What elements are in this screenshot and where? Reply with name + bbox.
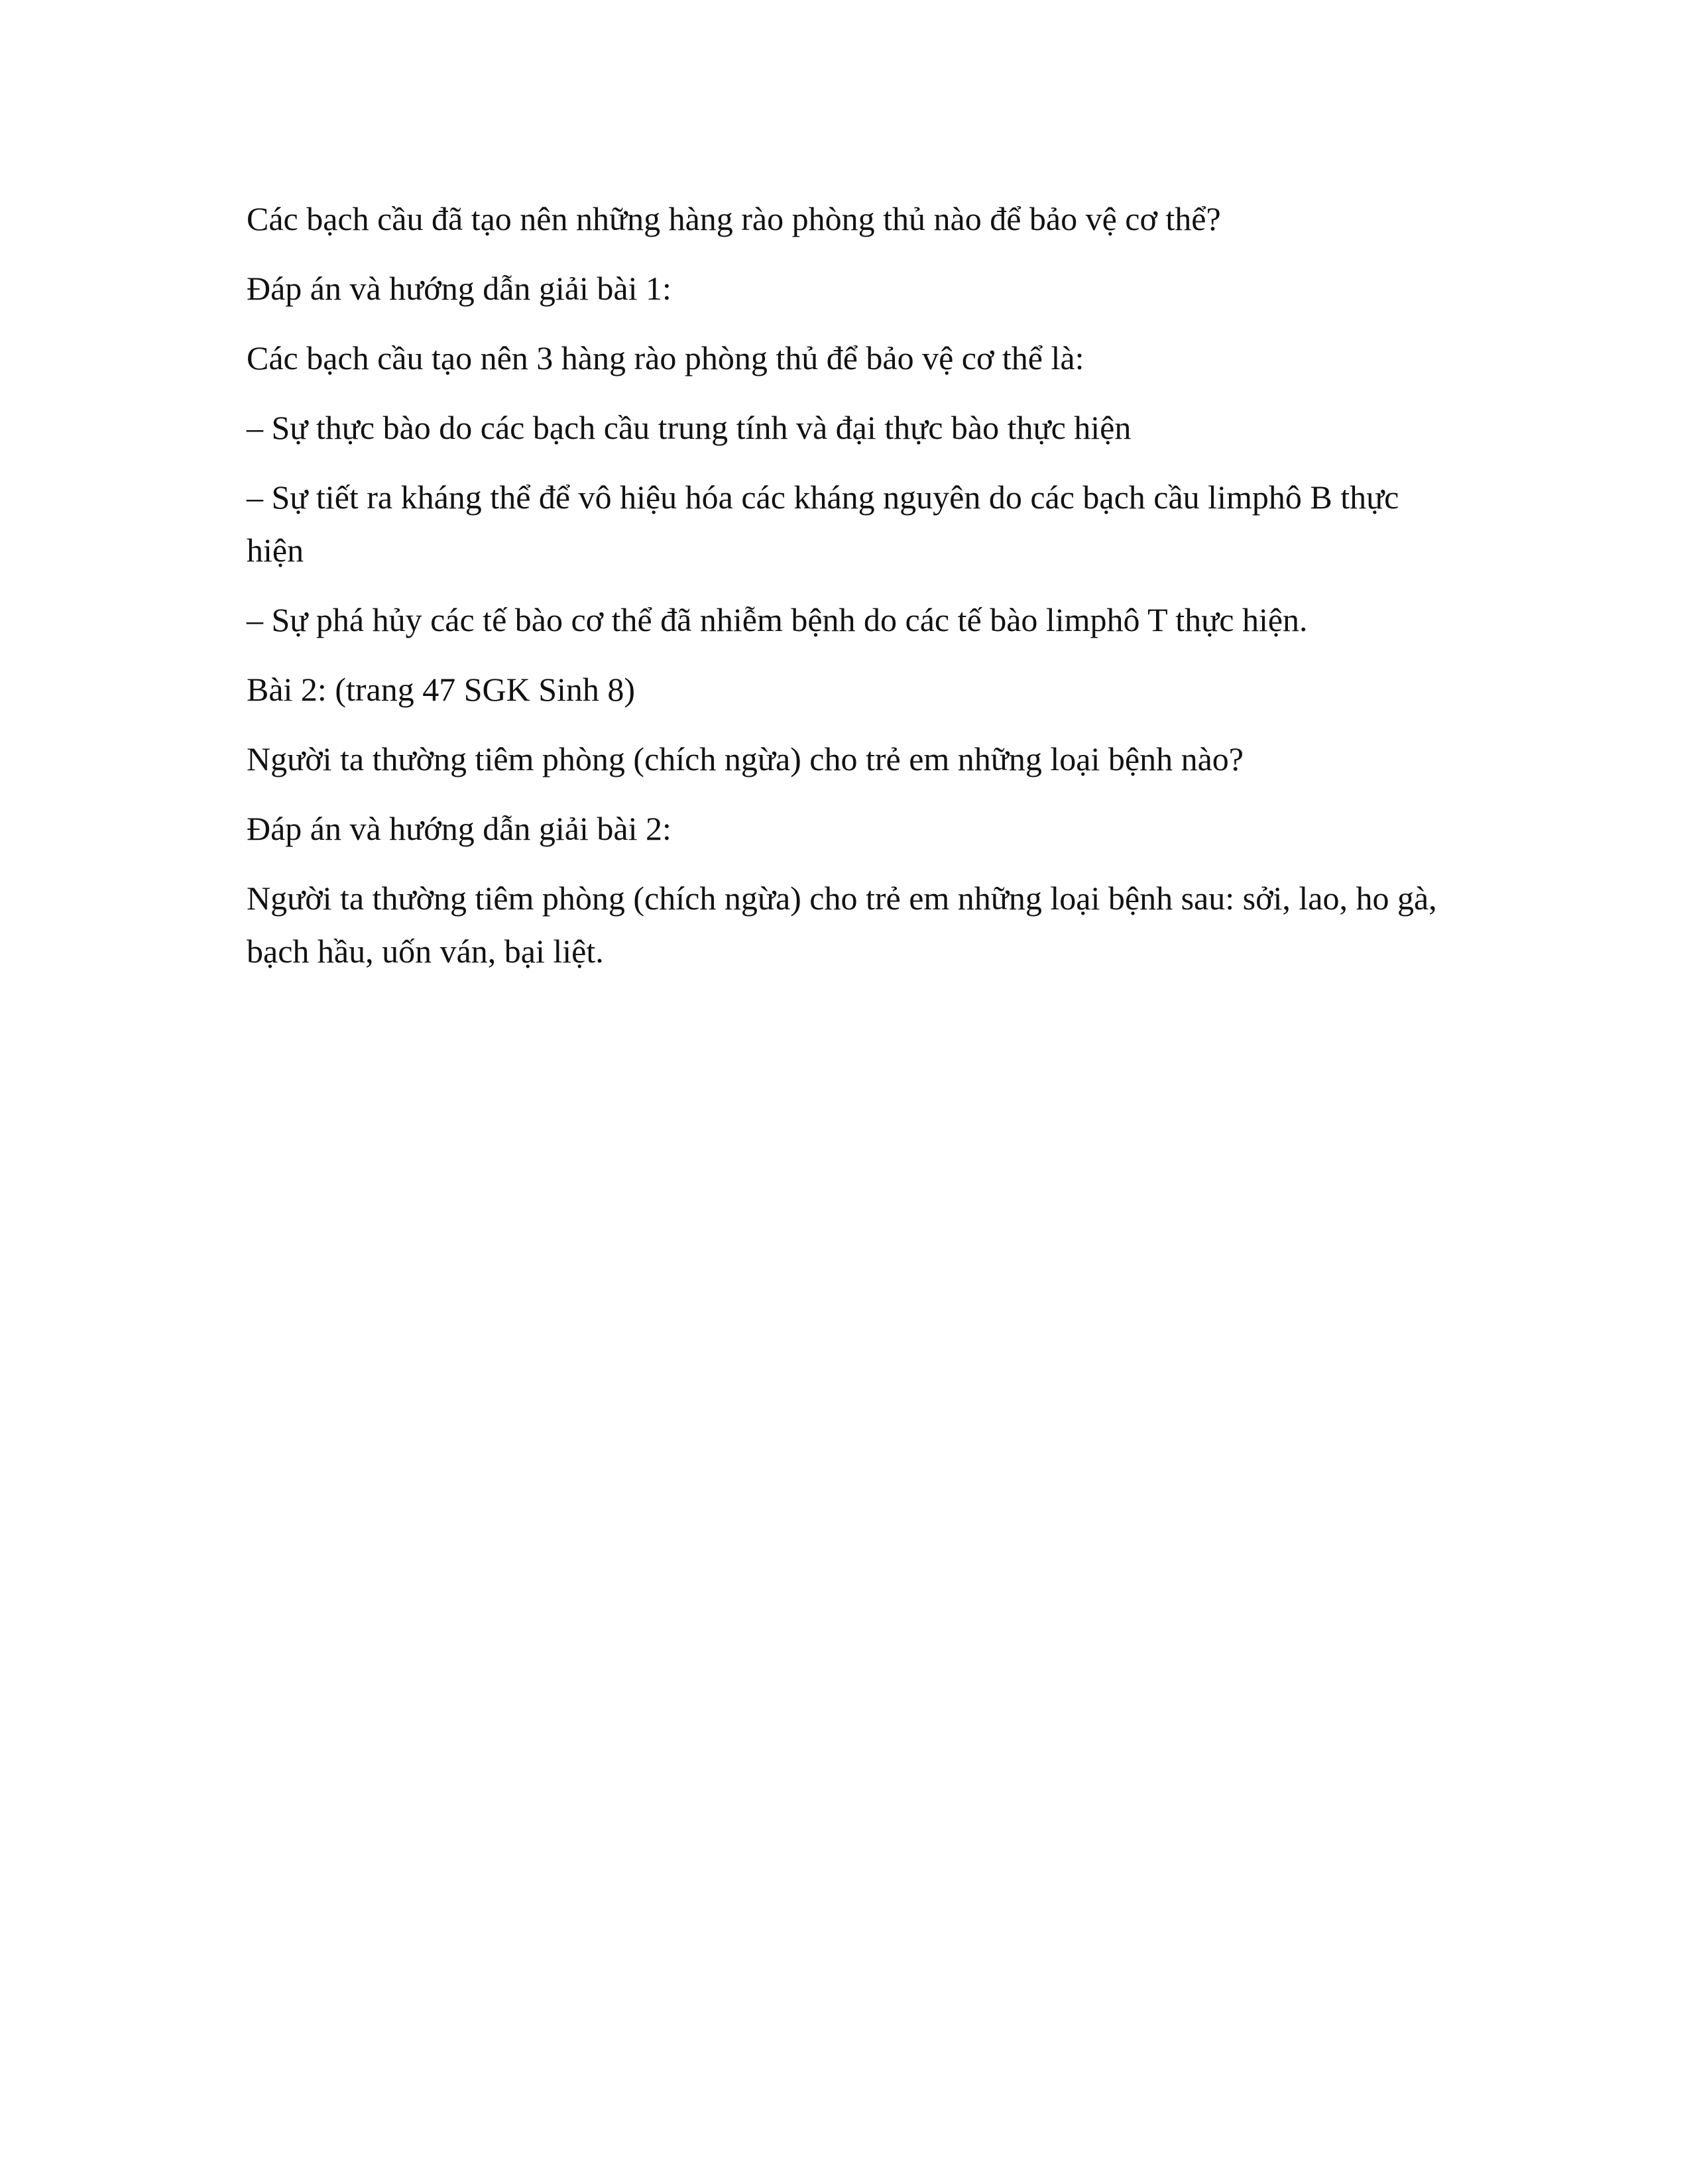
answer-1-intro: Các bạch cầu tạo nên 3 hàng rào phòng thủ để bảo vệ cơ thể là: [247,339,1084,376]
question-1-text: Các bạch cầu đã tạo nên những hàng rào phòng thủ nào để bảo vệ cơ thể? [247,200,1221,237]
answer-1-item-2: – Sự tiết ra kháng thể để vô hiệu hóa các kháng nguyên do các bạch cầu limphô B thực hiện [247,479,1399,569]
answer-2-heading: Đáp án và hướng dẫn giải bài 2: [247,810,671,847]
document-body [247,192,1453,994]
answer-1-item-3: – Sự phá hủy các tế bào cơ thể đã nhiễm bệnh do các tế bào limphô T thực hiện. [247,601,1308,638]
answer-1-item-1: – Sự thực bào do các bạch cầu trung tính và đại thực bào thực hiện [247,409,1132,446]
question-2-text: Người ta thường tiêm phòng (chích ngừa) cho trẻ em những loại bệnh nào? [247,740,1244,777]
exercise-2-heading: Bài 2: (trang 47 SGK Sinh 8) [247,671,636,708]
answer-2-text: Người ta thường tiêm phòng (chích ngừa) cho trẻ em những loại bệnh sau: sởi, lao, ho gà, bạch hầu, uốn ván, bại liệt. [247,880,1437,970]
answer-1-heading: Đáp án và hướng dẫn giải bài 1: [247,270,671,307]
